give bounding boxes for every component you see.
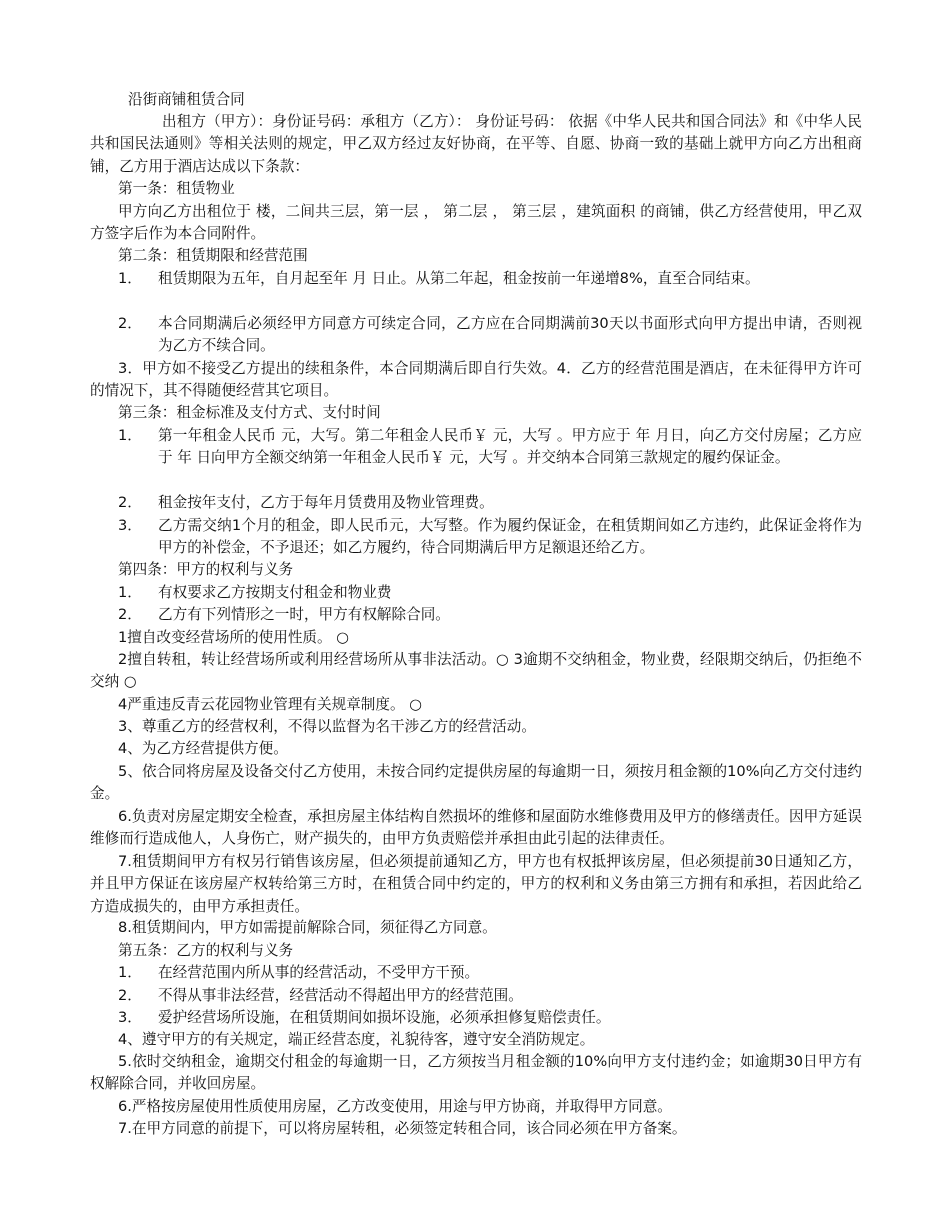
article-3-heading: 第三条：租金标准及支付方式、支付时间 — [118, 404, 381, 421]
article-2-item-number: 1． — [118, 270, 142, 287]
article-4-subitem: 2擅自转租，转让经营场所或利用经营场所从事非法活动。○ 3逾期不交纳租金，物业费，经限期交纳后，仍拒绝不交纳 ○ — [90, 651, 862, 691]
article-1-heading: 第一条：租赁物业 — [118, 180, 235, 197]
article-4-clause: 6.负责对房屋定期安全检查，承担房屋主体结构自然损坏的维修和屋面防水维修费用及甲方的修缮责任。因甲方延误维修而行造成他人，人身伤亡，财产损失的，由甲方负责赔偿并承担由此引起的法律责任。 — [90, 808, 862, 848]
article-5-item-text: 爱护经营场所设施，在租赁期间如损坏设施，必须承担修复赔偿责任。 — [158, 1009, 611, 1026]
intro-paragraph: 出租方（甲方）：身份证号码：承租方（乙方）： 身份证号码： 依据《中华人民共和国合同法》和《中华人民共和国民法通则》等相关法则的规定，甲乙双方经过友好协商，在平等、自愿、协商一致的基础上就甲方向乙方出租商铺，乙方用于酒店达成以下条款： — [90, 113, 862, 175]
article-3-item-text: 租金按年支付，乙方于每年月赁费用及物业管理费。 — [158, 494, 494, 511]
article-5-item-text: 不得从事非法经营，经营活动不得超出甲方的经营范围。 — [158, 987, 523, 1004]
article-2-item-text: 本合同期满后必须经甲方同意方可续定合同，乙方应在合同期满前30天以书面形式向甲方提出申请，否则视为乙方不续合同。 — [158, 315, 862, 355]
article-3-item-text: 第一年租金人民币 元，大写。第二年租金人民币￥ 元，大写 。甲方应于 年 月日，向乙方交付房屋；乙方应于 年 日向甲方全额交纳第一年租金人民币￥ 元，大写 。并交纳本合同第三款规定的履约保证金。 — [158, 427, 862, 467]
article-4-subitem: 1擅自改变经营场所的使用性质。 ○ — [118, 629, 349, 646]
article-4-subitem: 4严重违反青云花园物业管理有关规章制度。 ○ — [118, 696, 422, 713]
article-3-item-text: 乙方需交纳1个月的租金，即人民币元，大写整。作为履约保证金，在租赁期间如乙方违约，此保证金将作为甲方的补偿金，不予退还；如乙方履约，待合同期满后甲方足额退还给乙方。 — [158, 517, 862, 557]
article-4-clause: 5、依合同将房屋及设备交付乙方使用，未按合同约定提供房屋的每逾期一日，须按月租金额的10%向乙方交付违约金。 — [90, 763, 862, 803]
article-4-clause: 3、尊重乙方的经营权利，不得以监督为名干涉乙方的经营活动。 — [118, 718, 536, 735]
article-5-item-text: 在经营范围内所从事的经营活动，不受甲方干预。 — [158, 964, 480, 981]
article-4-item-text: 乙方有下列情形之一时，甲方有权解除合同。 — [158, 606, 450, 623]
article-2-paragraph-3: 3．甲方如不接受乙方提出的续租条件，本合同期满后即自行失效。4．乙方的经营范围是酒店，在未征得甲方许可的情况下，其不得随便经营其它项目。 — [90, 360, 862, 400]
article-5-item-number: 2． — [118, 987, 142, 1004]
article-4-clause: 8.租赁期间内，甲方如需提前解除合同，须征得乙方同意。 — [118, 919, 497, 936]
article-5-clause: 6.严格按房屋使用性质使用房屋，乙方改变使用，用途与甲方协商，并取得甲方同意。 — [118, 1098, 672, 1115]
article-2-item-text: 租赁期限为五年，自月起至年 月 日止。从第二年起，租金按前一年递增8%，直至合同结束。 — [158, 270, 760, 287]
article-4-item-number: 2． — [118, 606, 142, 623]
article-5-clause: 4、遵守甲方的有关规定，端正经营态度，礼貌待客，遵守安全消防规定。 — [118, 1031, 595, 1048]
article-5-clause: 7.在甲方同意的前提下，可以将房屋转租，必须签定转租合同，该合同必须在甲方备案。 — [118, 1120, 687, 1137]
article-2-item-number: 2． — [118, 315, 142, 332]
article-5-item-number: 1． — [118, 964, 142, 981]
article-3-item-number: 3． — [118, 517, 142, 534]
article-5-heading: 第五条：乙方的权利与义务 — [118, 942, 294, 959]
article-4-item-number: 1． — [118, 584, 142, 601]
article-2-heading: 第二条：租赁期限和经营范围 — [118, 247, 308, 264]
article-1-body: 甲方向乙方出租位于 楼，二间共三层，第一层 ， 第二层 ， 第三层 ，建筑面积 的商铺，供乙方经营使用，甲乙双方签字后作为本合同附件。 — [90, 203, 862, 243]
document-title: 沿街商铺租赁合同 — [128, 91, 245, 108]
article-4-clause: 4、为乙方经营提供方便。 — [118, 740, 288, 757]
article-3-item-number: 1． — [118, 427, 142, 444]
article-5-item-number: 3． — [118, 1009, 142, 1026]
article-3-item-number: 2． — [118, 494, 142, 511]
article-4-heading: 第四条：甲方的权利与义务 — [118, 561, 294, 578]
article-5-clause: 5.依时交纳租金，逾期交付租金的每逾期一日，乙方须按当月租金额的10%向甲方支付违约金；如逾期30日甲方有权解除合同，并收回房屋。 — [90, 1053, 862, 1093]
article-4-clause: 7.租赁期间甲方有权另行销售该房屋，但必须提前通知乙方，甲方也有权抵押该房屋，但必须提前30日通知乙方，并且甲方保证在该房屋产权转给第三方时，在租赁合同中约定的，甲方的权利和义务由第三方拥有和承担，若因此给乙方造成损失的，由甲方承担责任。 — [90, 853, 862, 915]
article-4-item-text: 有权要求乙方按期支付租金和物业费 — [158, 584, 392, 601]
